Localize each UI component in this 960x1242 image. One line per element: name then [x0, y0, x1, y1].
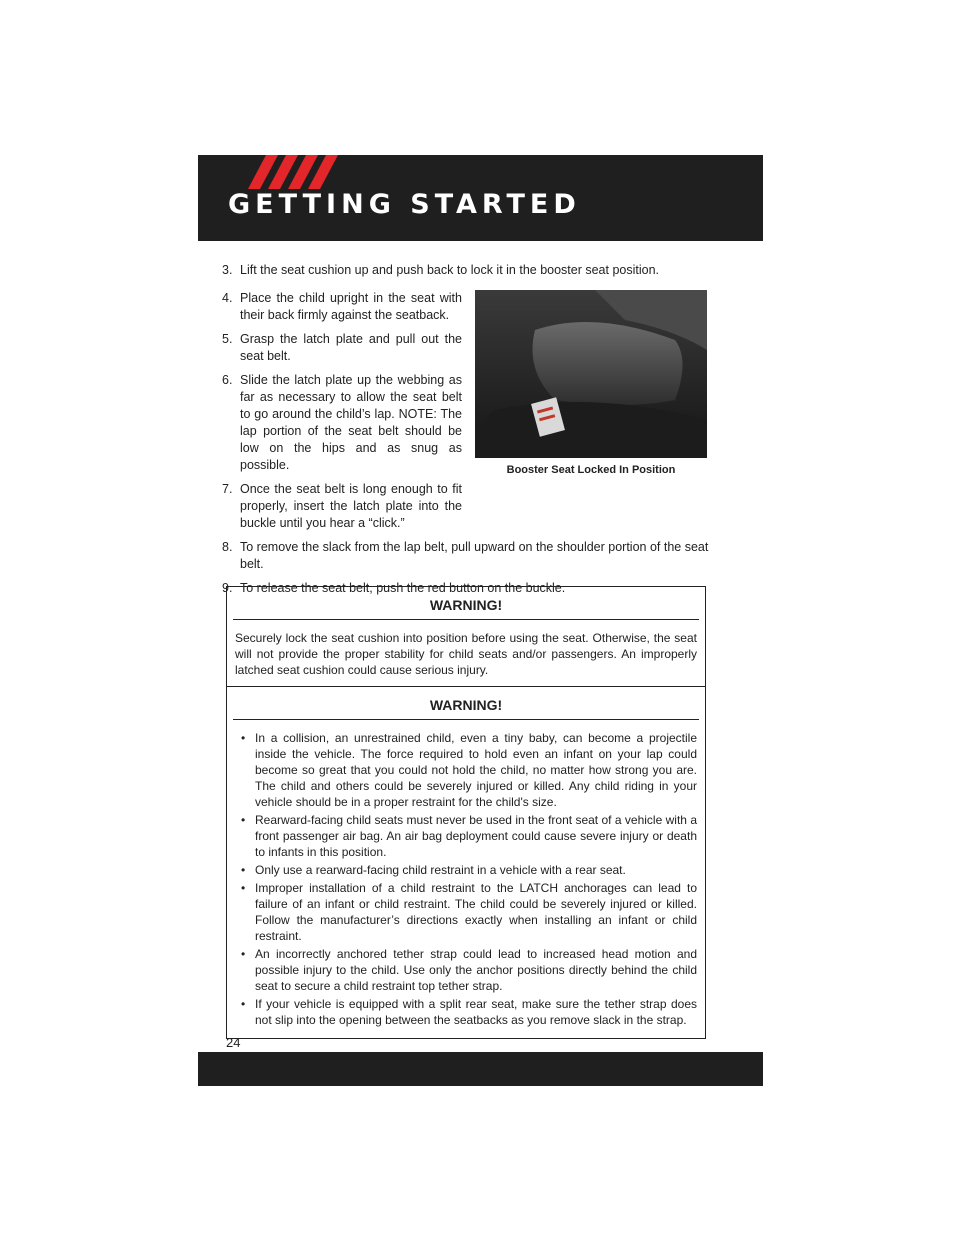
warning-list-item	[235, 862, 697, 878]
warning-item-text: If your vehicle is equipped with a split rear seat, make sure the tether strap does not slip into the opening between the seatbacks as you remove slack in the strap.	[255, 997, 697, 1027]
step-number: 9.	[222, 581, 233, 595]
warning-title: WARNING!	[233, 587, 699, 620]
step-item	[222, 481, 462, 532]
page-number: 24	[226, 1035, 241, 1050]
step-text: Place the child upright in the seat with their back firmly against the seatback.	[240, 291, 462, 322]
warning-box	[226, 586, 706, 687]
bullet-icon: •	[241, 881, 246, 895]
warning-list-item	[235, 730, 697, 810]
step-text: To remove the slack from the lap belt, pull upward on the shoulder portion of the seat belt.	[240, 540, 709, 571]
booster-seat-figure	[475, 290, 707, 476]
section-header-band	[198, 155, 763, 241]
warning-list	[235, 730, 697, 1028]
warning-list-item	[235, 996, 697, 1028]
step-item	[222, 372, 462, 474]
bullet-icon: •	[241, 731, 246, 745]
warning-list-item	[235, 946, 697, 994]
booster-seat-photo	[475, 290, 707, 458]
warning-box	[226, 686, 706, 1039]
warning-title: WARNING!	[233, 687, 699, 720]
step-number: 3.	[222, 263, 233, 277]
bullet-icon: •	[241, 947, 246, 961]
warning-body	[227, 720, 705, 1038]
warning-list-item	[235, 812, 697, 860]
step-item	[222, 290, 462, 324]
step-text: To release the seat belt, push the red button on the buckle.	[240, 581, 566, 595]
footer-band	[198, 1052, 763, 1086]
warning-item-text: Rearward-facing child seats must never be used in the front seat of a vehicle with a front passenger air bag. An air bag deployment could cause severe injury or death to infants in this position.	[255, 813, 697, 859]
brand-stripes-graphic	[248, 155, 348, 189]
step-number: 7.	[222, 482, 233, 496]
figure-caption: Booster Seat Locked In Position	[506, 464, 676, 476]
warning-item-text: Only use a rearward-facing child restraint in a vehicle with a rear seat.	[255, 863, 626, 877]
step-number: 5.	[222, 332, 233, 346]
bullet-icon: •	[241, 997, 246, 1011]
warning-item-text: Improper installation of a child restraint to the LATCH anchorages can lead to failure of an infant or child restraint. The child could be severely injured or killed. Follow the manufacturer’s directions exactly when installing an infant or child restraint.	[255, 881, 697, 943]
step-item	[222, 262, 710, 279]
step-item	[222, 331, 462, 365]
warning-item-text: An incorrectly anchored tether strap could lead to increased head motion and possible injury to the child. Use only the anchor positions directly behind the child seat to secure a child restraint top tether strap.	[255, 947, 697, 993]
bullet-icon: •	[241, 863, 246, 877]
step-number: 4.	[222, 291, 233, 305]
warning-text: Securely lock the seat cushion into position before using the seat. Otherwise, the seat will not provide the proper stability for child seats and/or passengers. An improperly latched seat cushion could cause serious injury.	[235, 631, 697, 677]
step-text: Once the seat belt is long enough to fit properly, insert the latch plate into the buckle until you hear a “click.”	[240, 482, 462, 530]
bullet-icon: •	[241, 813, 246, 827]
step-number: 6.	[222, 373, 233, 387]
step-text: Lift the seat cushion up and push back to lock it in the booster seat position.	[240, 263, 660, 277]
step-number: 8.	[222, 540, 233, 554]
section-title: GETTING STARTED	[228, 189, 581, 220]
warning-item-text: In a collision, an unrestrained child, even a tiny baby, can become a projectile inside the vehicle. The force required to hold even an infant on your lap could become so great that you could not hold the child, no matter how strong you are. The child and others could be severely injured or killed. Any child riding in your vehicle should be in a proper restraint for the child's size.	[255, 731, 697, 809]
step-item	[222, 539, 710, 573]
step-text: Grasp the latch plate and pull out the seat belt.	[240, 332, 462, 363]
step-text: Slide the latch plate up the webbing as far as necessary to allow the seat belt to go around the child’s lap. NOTE: The lap portion of the seat belt should be low on the hips and as snug as possible.	[240, 373, 462, 472]
warning-list-item	[235, 880, 697, 944]
